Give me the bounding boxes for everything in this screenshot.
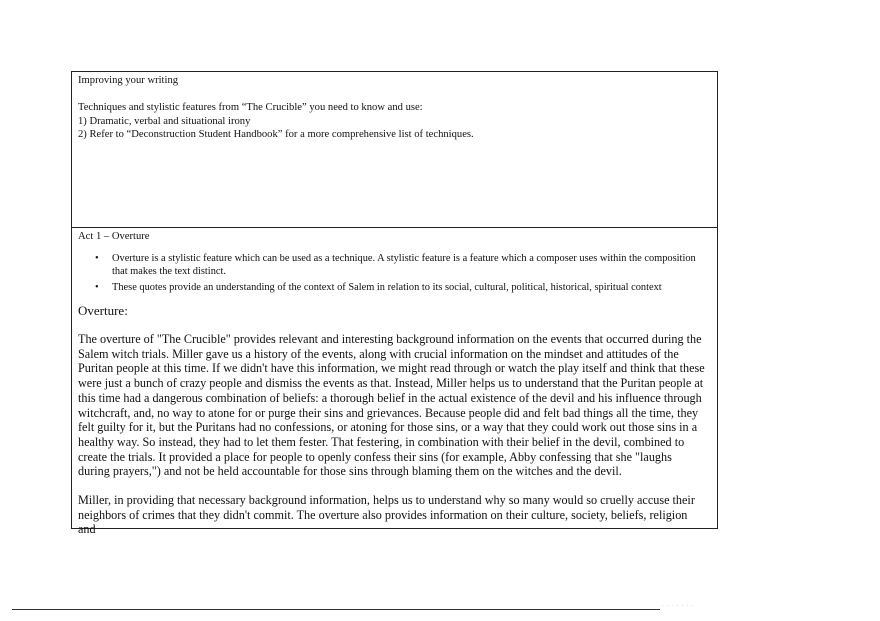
bullet-item: • Overture is a stylistic feature which can be used as a technique. A stylistic feature is a feature which a composer uses within the composition that makes the text distinct. — [112, 252, 711, 279]
writing-tip-item: 1) Dramatic, verbal and situational irony — [78, 115, 251, 127]
writing-tip-item: 2) Refer to “Deconstruction Student Handbook” for a more comprehensive list of techniques. — [78, 129, 474, 140]
bullet-item: • These quotes provide an understanding of the context of Salem in relation to its social, cultural, political, historical, spiritual context — [112, 281, 711, 295]
writing-tips-intro: Techniques and stylistic features from “The Crucible” you need to know and use: — [78, 102, 423, 113]
footer-text: · · · · · · · — [662, 604, 695, 609]
document-table — [71, 71, 718, 537]
act-heading: Act 1 – Overture — [78, 231, 150, 242]
footer-divider — [12, 609, 660, 610]
writing-tips-cell — [72, 72, 717, 228]
writing-tips-heading: Improving your writing — [78, 75, 179, 86]
section-title: Overture: — [78, 303, 128, 318]
bullet-list — [78, 252, 711, 295]
body-paragraph: Miller, in providing that necessary background information, helps us to understand why so many would so cruelly accuse their neighbors of crimes that they didn't commit. The overture also provides information on their culture, society, beliefs, religion and — [78, 493, 695, 537]
overture-cell — [72, 228, 717, 537]
body-paragraph: The overture of "The Crucible" provides relevant and interesting background information on the events that occurred during the Salem witch trials. Miller gave us a history of the events, along with crucial information on the mindset and attitudes of the Puritan people at this time. If we didn't have this information, we might read through or watch the play itself and think that these were just a bunch of crazy people and dismiss the events as that. Instead, Miller helps us to understand that the Puritan people at this time had a dangerous combination of beliefs: a thorough belief in the actual existence of the devil and his influence through witchcraft, and, no way to atone for or purge their sins and grievances. Because people did and felt bad things all the time, they felt guilty for it, but the Puritans had no confessions, or atoning for those sins, or a way that they could work out those sins in a healthy way. So instead, they had to let them fester. That festering, in combination with their belief in the devil, combined to create the trials. It provided a place for people to openly confess their sins (for example, Abby confessing that she "laughs during prayers,") and not be held accountable for those sins through blaming them on the witches and the devil. — [78, 332, 705, 479]
spacer — [78, 88, 711, 102]
